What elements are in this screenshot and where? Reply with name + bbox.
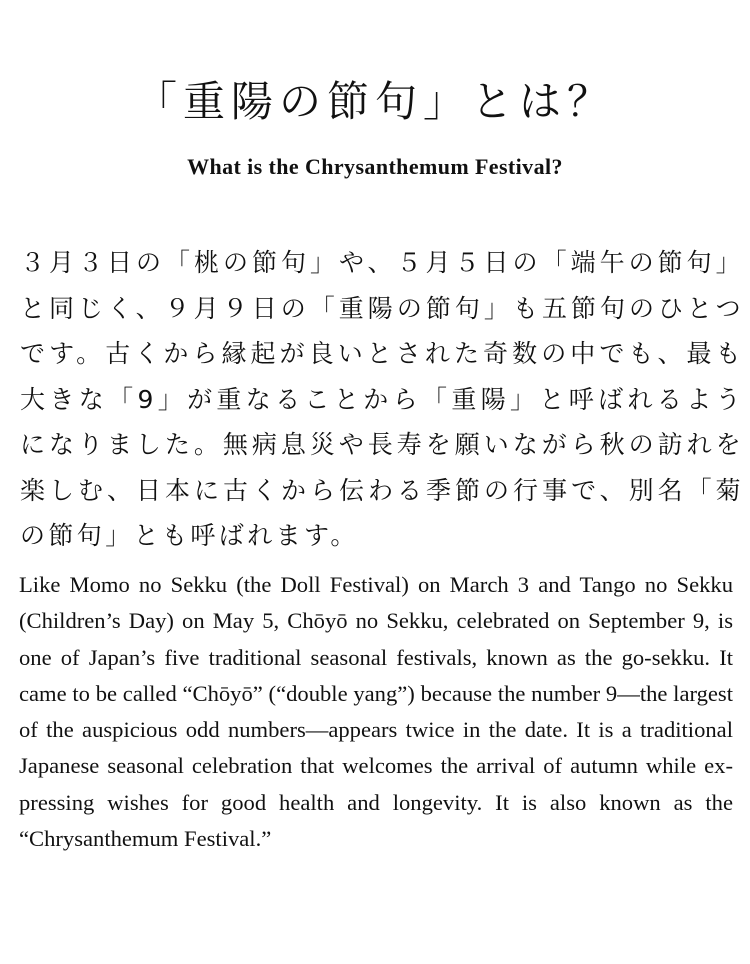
- page-title: 「重陽の節句」とは？: [134, 77, 615, 126]
- japanese-paragraph: ３月３日の「桃の節句」や、５月５日の「端午の節句」と同じく、９月９日の「重陽の節句」も五節句のひとつです。古くから縁起が良いとされた奇数の中でも、最も大きな「9」が重なることから「重陽」と呼ばれるようになりました。無病息災や長寿を願いながら秋の訪れを楽しむ、日本に古くから伝わる季節の行事で、別名「菊の節句」とも呼ばれます。: [20, 248, 744, 550]
- page-subtitle: What is the Chrysanthemum Festival?: [187, 154, 563, 179]
- english-paragraph: Like Momo no Sekku (the Doll Festival) on March 3 and Tango no Sekku (Children’s Day) on May 5, Chōyō no Sekku, celebrated on September 9, is one of Japan’s five traditional seasonal festivals, known as the go-sekku. It came to be called “Chōyō” (“double yang”) because the number 9—the largest of the auspicious odd numbers—appears twice in the date. It is a traditional Japanese seasonal celebration that welcomes the arrival of autumn while expressing wishes for good health and longevity. It is also known as the “Chrysanthemum Festival.”: [19, 572, 733, 852]
